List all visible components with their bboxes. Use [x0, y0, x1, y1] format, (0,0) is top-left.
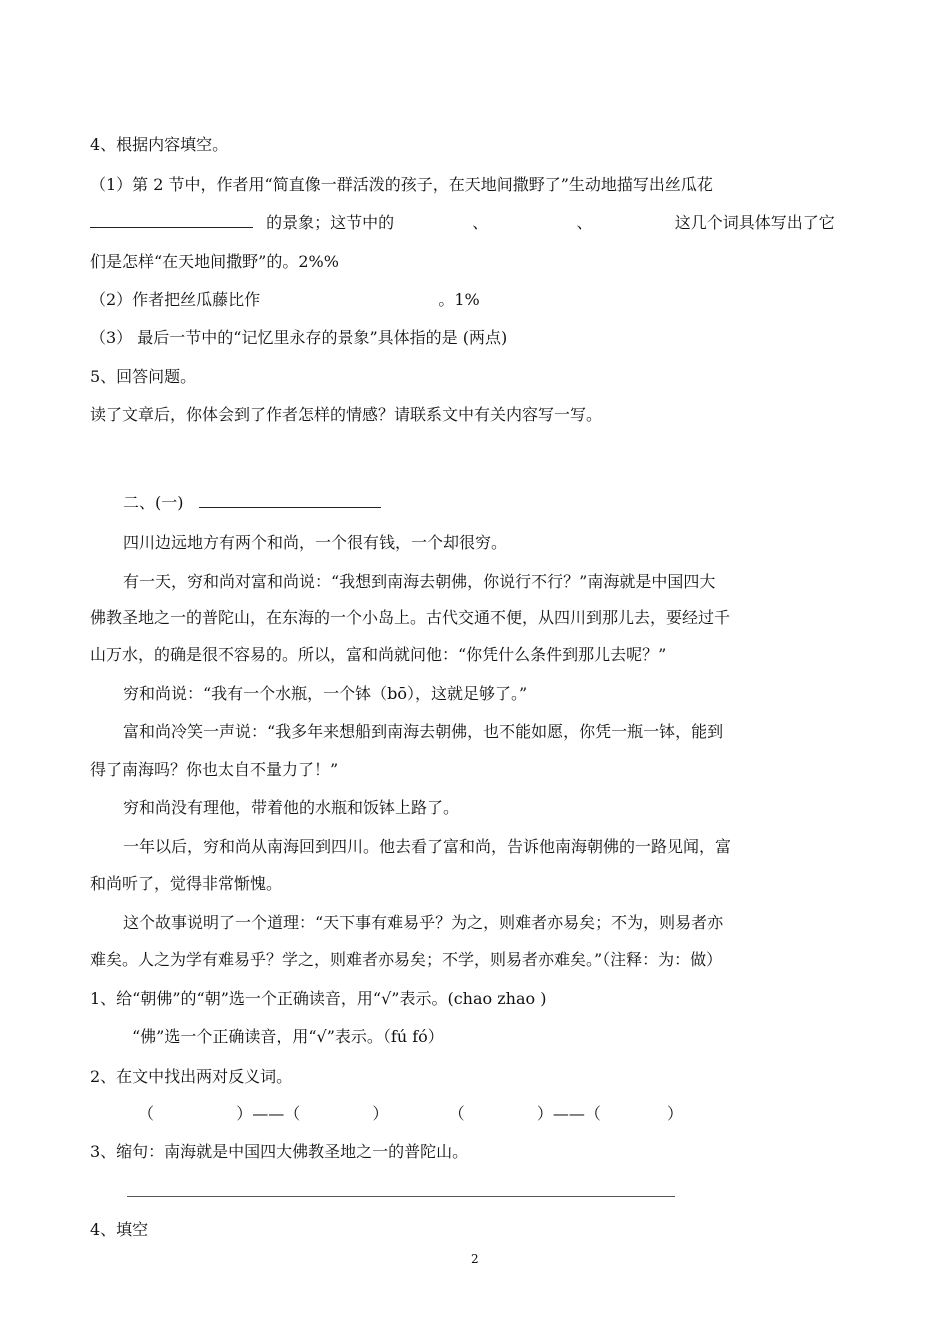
q4-item3: （3） 最后一节中的“记忆里永存的景象”具体指的是 (两点)	[90, 328, 508, 347]
q4-item1-text-b: 这几个词具体写出了它	[674, 213, 835, 232]
paragraph: 穷和尚没有理他，带着他的水瓶和饭钵上路了。	[123, 798, 460, 817]
dash: ）——（	[536, 1104, 601, 1123]
q4-item2-text-a: （2）作者把丝瓜藤比作	[90, 290, 261, 309]
separator: 、	[472, 213, 489, 232]
question-2: 2、在文中找出两对反义词。	[90, 1067, 293, 1086]
answer-blank[interactable]	[90, 212, 253, 228]
paragraph: 难矣。人之为学有难易乎？学之，则难者亦易矣；不学，则易者亦难矣。”（注释：为：做）	[90, 950, 723, 969]
paren: （	[138, 1104, 155, 1123]
paragraph: 四川边远地方有两个和尚，一个很有钱，一个却很穷。	[123, 533, 508, 552]
question-1-sub: “佛”选一个正确读音，用“√”表示。（fú fó）	[132, 1027, 444, 1046]
question-4: 4、填空	[90, 1220, 149, 1239]
question-3: 3、缩句：南海就是中国四大佛教圣地之一的普陀山。	[90, 1142, 469, 1161]
q4-item1-line1: （1）第 2 节中，作者用“简直像一群活泼的孩子，在天地间撒野了”生动地描写出丝瓜花	[90, 175, 713, 194]
q4-item1-line3: 们是怎样“在天地间撒野”的。2%%	[90, 252, 339, 271]
q5-text: 读了文章后，你体会到了作者怎样的情感？请联系文中有关内容写一写。	[90, 405, 603, 424]
question-1: 1、给“朝佛”的“朝”选一个正确读音，用“√”表示。(chao zhao )	[90, 989, 547, 1008]
q4-item2	[90, 290, 480, 310]
paren: ）	[372, 1104, 389, 1123]
paren: （	[448, 1104, 465, 1123]
title-blank[interactable]	[199, 492, 381, 508]
q4-title: 4、根据内容填空。	[90, 135, 229, 154]
q4-item1-line2	[90, 212, 835, 233]
q4-item1-text-a: 的景象；这节中的	[266, 213, 395, 232]
q4-item2-text-b: 。1%	[438, 290, 480, 309]
paragraph: 和尚听了，觉得非常惭愧。	[90, 874, 283, 893]
separator: 、	[576, 213, 593, 232]
paragraph: 一年以后，穷和尚从南海回到四川。他去看了富和尚，告诉他南海朝佛的一路见闻，富	[123, 837, 732, 856]
section-heading	[123, 492, 381, 513]
paren: ）	[667, 1104, 684, 1123]
antonym-pairs	[138, 1104, 683, 1124]
paragraph: 得了南海吗？你也太自不量力了！”	[90, 760, 339, 779]
dash: ）——（	[236, 1104, 301, 1123]
answer-line[interactable]	[127, 1196, 675, 1197]
paragraph: 有一天，穷和尚对富和尚说：“我想到南海去朝佛，你说行不行？”南海就是中国四大	[123, 572, 716, 591]
paragraph: 佛教圣地之一的普陀山，在东海的一个小岛上。古代交通不便，从四川到那儿去，要经过千	[90, 608, 731, 627]
q5-title: 5、回答问题。	[90, 367, 197, 386]
paragraph: 富和尚冷笑一声说：“我多年来想船到南海去朝佛，也不能如愿，你凭一瓶一钵，能到	[123, 722, 724, 741]
section-heading-text: 二、(一)	[123, 493, 184, 512]
page-number: 2	[471, 1252, 479, 1266]
paragraph: 这个故事说明了一个道理：“天下事有难易乎？为之，则难者亦易矣；不为，则易者亦	[123, 913, 724, 932]
paragraph: 穷和尚说：“我有一个水瓶，一个钵（bō），这就足够了。”	[123, 684, 528, 703]
paragraph: 山万水，的确是很不容易的。所以，富和尚就问他：“你凭什么条件到那儿去呢？”	[90, 645, 667, 664]
